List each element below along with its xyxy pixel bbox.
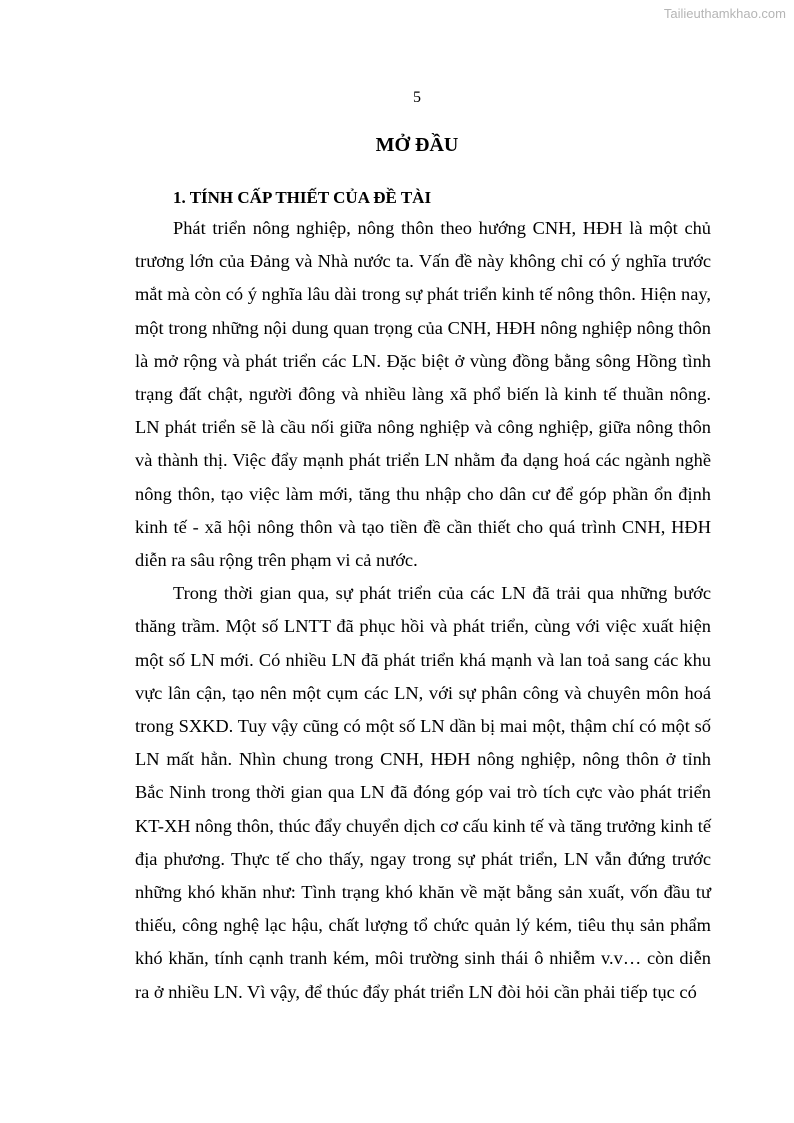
page-title: MỞ ĐẦU <box>375 134 459 156</box>
paragraph: Trong thời gian qua, sự phát triển của các LN đã trải qua những bước thăng trầm. Một số LNTT đã phục hồi và phát triển, cùng với việc xuất hiện một số LN mới. Có nhiều LN đã phát triển khá mạnh và lan toả sang các khu vực lân cận, tạo nên một cụm các LN, với sự phân công và chuyên môn hoá trong SXKD. Tuy vậy cũng có một số LN dần bị mai một, thậm chí có một số LN mất hẳn. Nhìn chung trong CNH, HĐH nông nghiệp, nông thôn ở tỉnh Bắc Ninh trong thời gian qua LN đã đóng góp vai trò tích cực vào phát triển KT-XH nông thôn, thúc đẩy chuyển dịch cơ cấu kinh tế và tăng trưởng kinh tế địa phương. Thực tế cho thấy, ngay trong sự phát triển, LN vẫn đứng trước những khó khăn như: Tình trạng khó khăn về mặt bằng sản xuất, vốn đầu tư thiếu, công nghệ lạc hậu, chất lượng tổ chức quản lý kém, tiêu thụ sản phẩm khó khăn, tính cạnh tranh kém, môi trường sinh thái ô nhiễm v.v… còn diễn ra ở nhiều LN. Vì vậy, để thúc đẩy phát triển LN đòi hỏi cần phải tiếp tục có <box>135 583 711 1002</box>
body-text <box>135 212 711 1009</box>
watermark: Tailieuthamkhao.com <box>663 6 786 21</box>
section-heading: 1. TÍNH CẤP THIẾT CỦA ĐỀ TÀI <box>173 188 432 207</box>
paragraph: Phát triển nông nghiệp, nông thôn theo hướng CNH, HĐH là một chủ trương lớn của Đảng và Nhà nước ta. Vấn đề này không chỉ có ý nghĩa trước mắt mà còn có ý nghĩa lâu dài trong sự phát triển kinh tế nông thôn. Hiện nay, một trong những nội dung quan trọng của CNH, HĐH nông nghiệp nông thôn là mở rộng và phát triển các LN. Đặc biệt ở vùng đồng bằng sông Hồng tình trạng đất chật, người đông và nhiều làng xã phổ biến là kinh tế thuần nông. LN phát triển sẽ là cầu nối giữa nông nghiệp và công nghiệp, giữa nông thôn và thành thị. Việc đẩy mạnh phát triển LN nhằm đa dạng hoá các ngành nghề nông thôn, tạo việc làm mới, tăng thu nhập cho dân cư để góp phần ổn định kinh tế - xã hội nông thôn và tạo tiền đề cần thiết cho quá trình CNH, HĐH diễn ra sâu rộng trên phạm vi cả nước. <box>135 218 711 571</box>
page-number: 5 <box>413 89 421 106</box>
